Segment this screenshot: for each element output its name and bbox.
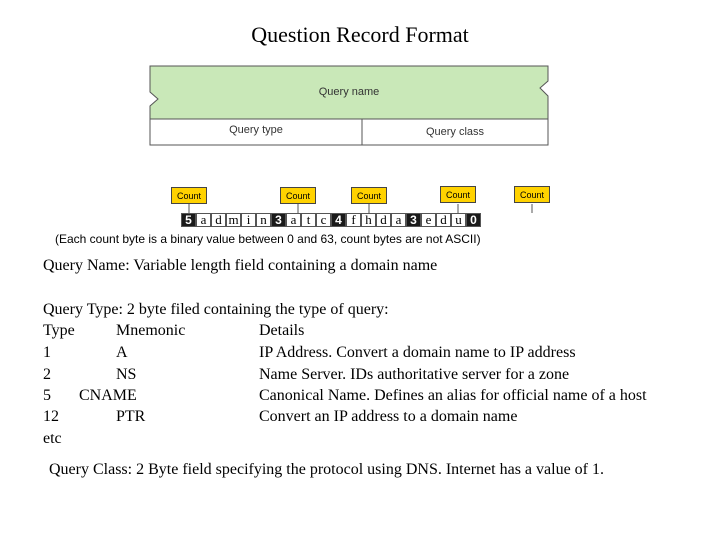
character-cell: i (241, 213, 256, 227)
mnemonic-header: Mnemonic (116, 322, 186, 339)
count-label: Count (280, 187, 316, 204)
query-class-field-label: Query class (425, 126, 485, 138)
details-value: Name Server. IDs authoritative server for a zone (259, 366, 570, 383)
character-cell: e (421, 213, 436, 227)
count-byte-cell: 0 (466, 213, 481, 227)
character-cell: d (376, 213, 391, 227)
mnemonic-value: CNAME (79, 387, 137, 404)
query-name-field-label: Query name (318, 86, 380, 98)
query-class-description: Query Class: 2 Byte field specifying the protocol using DNS. Internet has a value of 1. (49, 461, 604, 478)
query-type-description: Query Type: 2 byte filed containing the type of query: (43, 301, 389, 318)
details-value: IP Address. Convert a domain name to IP address (259, 344, 576, 361)
count-label: Count (514, 186, 550, 203)
character-cell: f (346, 213, 361, 227)
count-byte-cell: 3 (271, 213, 286, 227)
type-value: 2 (43, 366, 51, 383)
character-cell: a (391, 213, 406, 227)
domain-encoding-example (0, 0, 720, 232)
count-label: Count (171, 187, 207, 204)
count-byte-note: (Each count byte is a binary value between 0 and 63, count bytes are not ASCII) (55, 232, 481, 246)
character-cell: d (211, 213, 226, 227)
character-cell: a (286, 213, 301, 227)
type-value: 1 (43, 344, 51, 361)
mnemonic-value: PTR (116, 408, 146, 425)
details-header: Details (259, 322, 305, 339)
character-cell: n (256, 213, 271, 227)
character-cell: d (436, 213, 451, 227)
type-value: 5 (43, 387, 51, 404)
character-cell: u (451, 213, 466, 227)
character-cell: c (316, 213, 331, 227)
etc-text: etc (43, 430, 62, 447)
query-type-field-label: Query type (229, 124, 283, 136)
mnemonic-value: A (116, 344, 128, 361)
type-value: 12 (43, 408, 59, 425)
character-cell: m (226, 213, 241, 227)
details-value: Convert an IP address to a domain name (259, 408, 518, 425)
character-cell: t (301, 213, 316, 227)
details-value: Canonical Name. Defines an alias for official name of a host (259, 387, 647, 404)
mnemonic-value: NS (116, 366, 137, 383)
count-byte-cell: 5 (181, 213, 196, 227)
page-title: Question Record Format (251, 22, 469, 47)
query-name-description: Query Name: Variable length field containing a domain name (43, 257, 438, 274)
character-cell: a (196, 213, 211, 227)
character-cell: h (361, 213, 376, 227)
count-byte-cell: 4 (331, 213, 346, 227)
type-header: Type (43, 322, 75, 339)
count-label: Count (440, 186, 476, 203)
count-label: Count (351, 187, 387, 204)
count-byte-cell: 3 (406, 213, 421, 227)
